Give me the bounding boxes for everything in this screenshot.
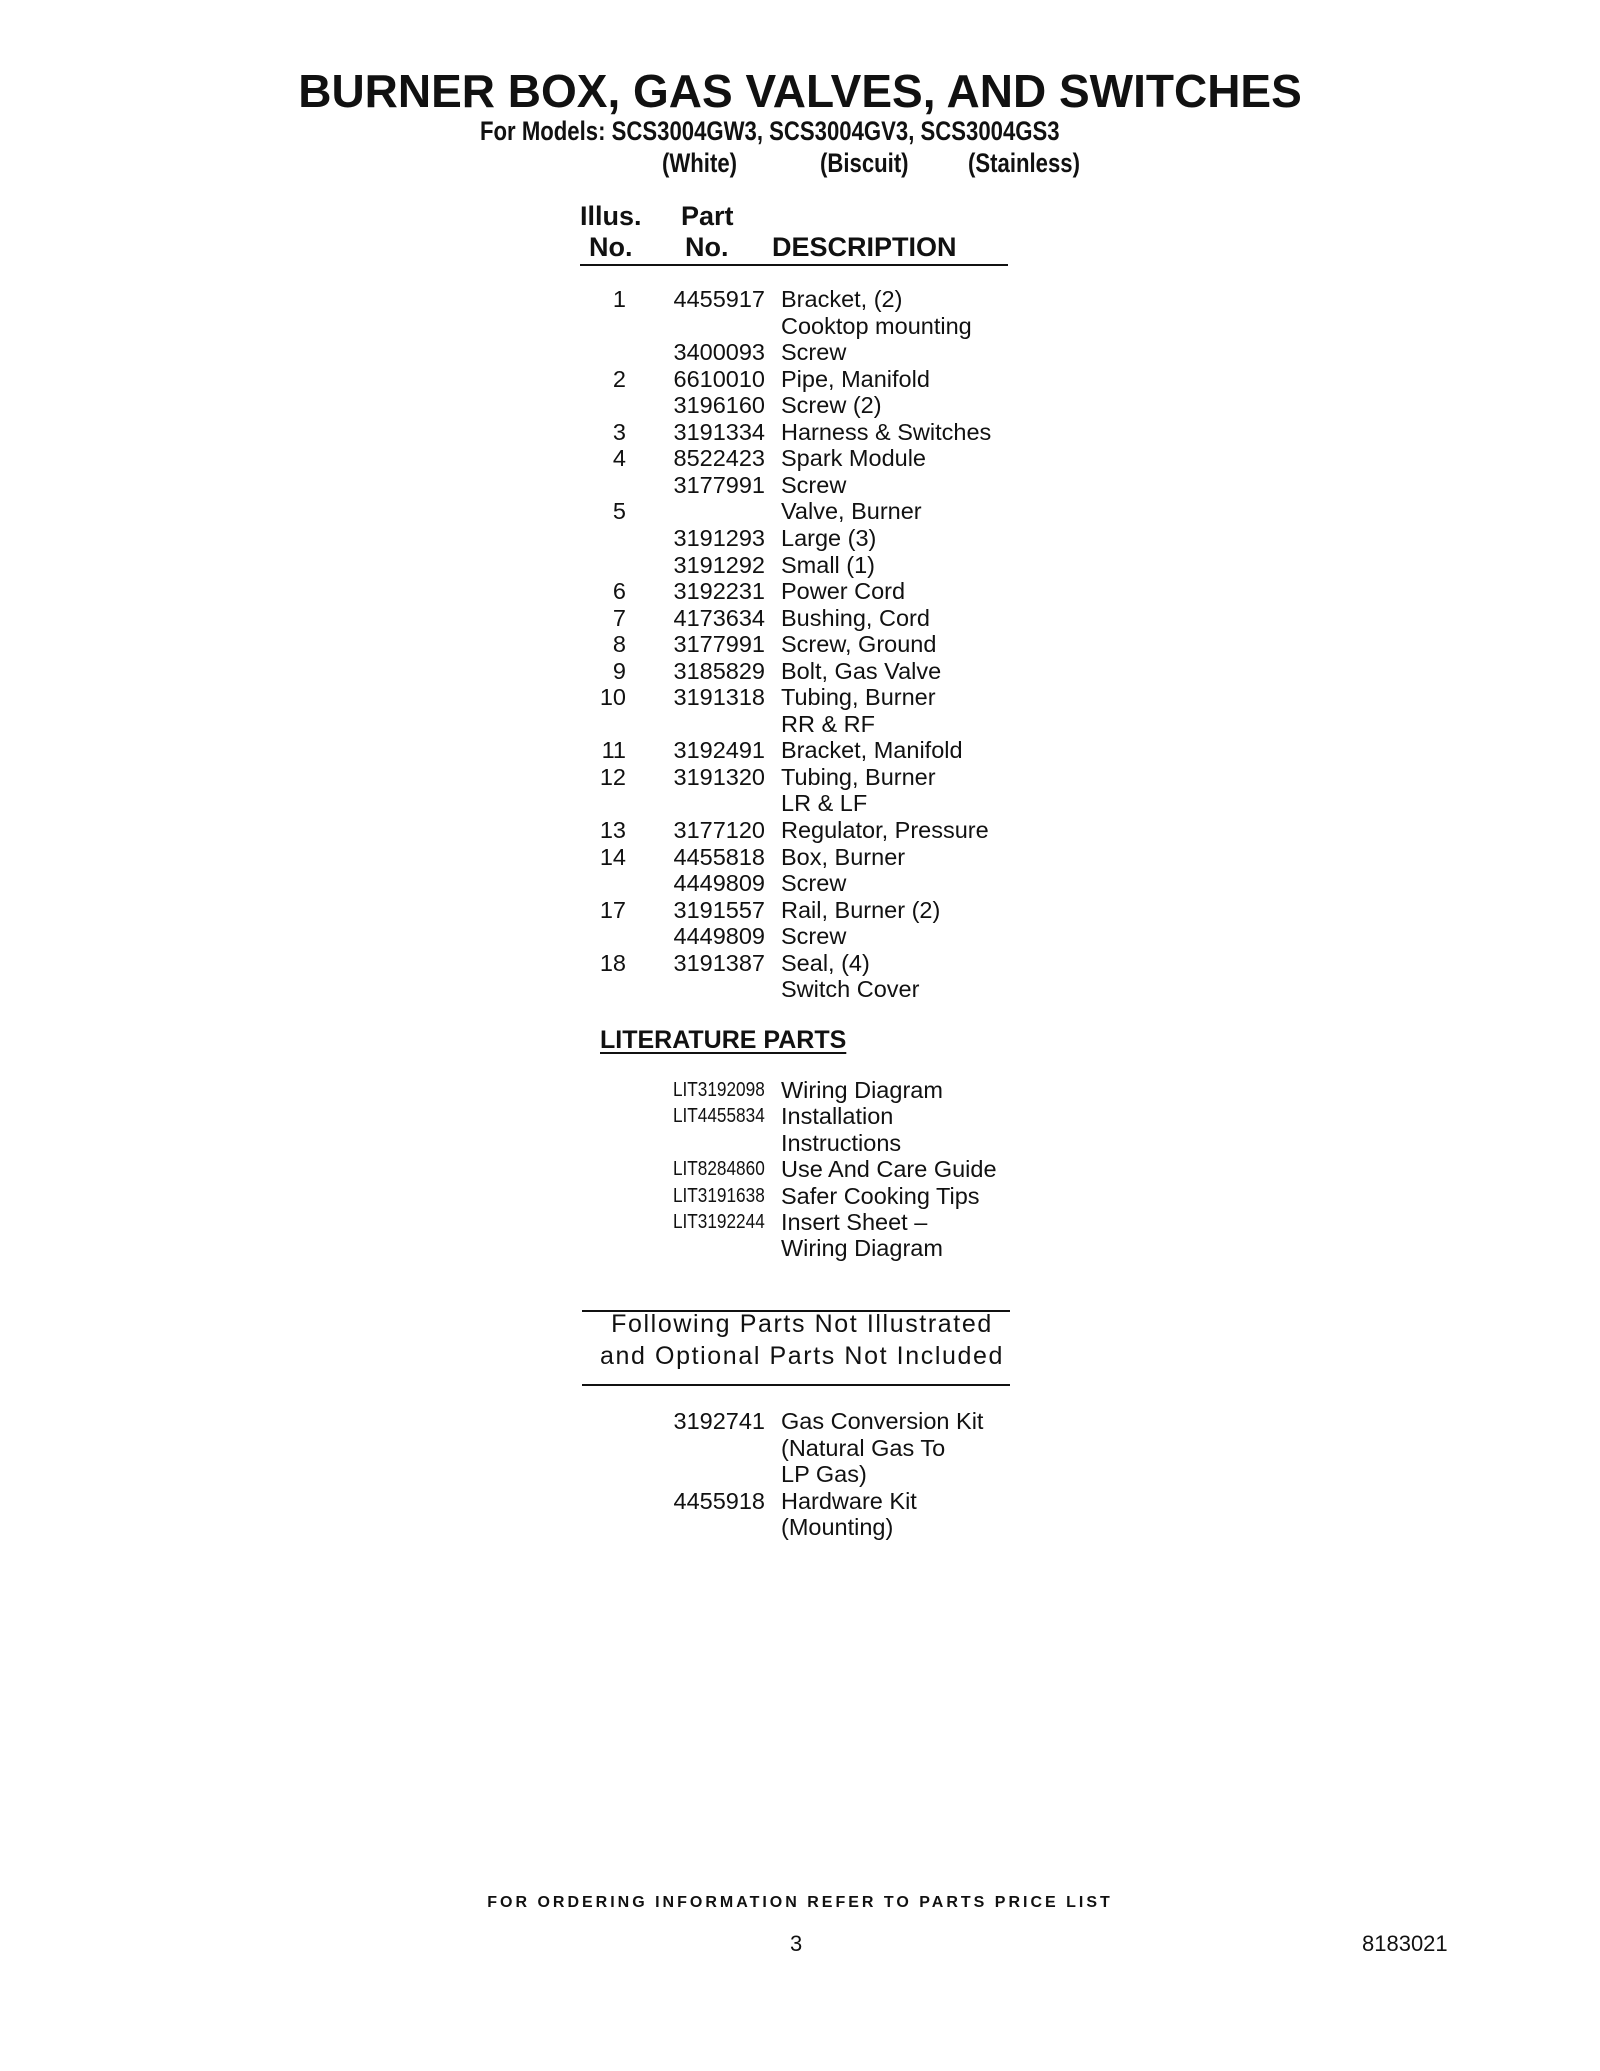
header-part-line1: Part — [681, 201, 734, 231]
literature-part-number: LIT4455834 — [673, 1105, 765, 1128]
part-illus-number: 8 — [612, 631, 626, 658]
part-description: Valve, Burner — [781, 498, 922, 525]
part-description: Small (1) — [781, 551, 876, 578]
not-illustrated-line2: and Optional Parts Not Included — [600, 1342, 1004, 1370]
part-illus-number: 6 — [612, 578, 626, 605]
part-illus-number: 13 — [599, 817, 626, 843]
part-row — [0, 605, 1600, 632]
part-row — [0, 419, 1600, 446]
part-part-number: 6610010 — [673, 365, 765, 392]
part-description: Screw, Ground — [781, 631, 937, 658]
part-part-number: 3191387 — [673, 949, 765, 976]
part-part-number: 3191293 — [673, 524, 765, 551]
header-rule — [580, 264, 1008, 266]
header-illus-line1: Illus. — [580, 201, 642, 231]
literature-part-number: LIT3191638 — [673, 1184, 765, 1207]
part-row — [0, 366, 1600, 393]
part-description: RR & RF — [781, 710, 875, 737]
literature-row — [0, 1183, 1600, 1210]
ordering-note: FOR ORDERING INFORMATION REFER TO PARTS PRICE LIST — [487, 1894, 1113, 1911]
part-description: Bushing, Cord — [781, 604, 930, 631]
literature-description: Wiring Diagram — [781, 1235, 943, 1262]
literature-row — [0, 1130, 1600, 1157]
literature-description: Wiring Diagram — [781, 1077, 943, 1103]
part-description: Screw (2) — [781, 392, 882, 419]
document-number: 8183021 — [1362, 1931, 1448, 1956]
part-illus-number: 5 — [612, 498, 626, 525]
part-description: Seal, (4) — [781, 949, 870, 976]
part-illus-number: 11 — [601, 737, 626, 764]
part-row — [0, 631, 1600, 658]
not-illustrated-row — [0, 1461, 1600, 1488]
literature-description: Instructions — [781, 1129, 902, 1156]
finish-stainless: (Stainless) — [968, 148, 1080, 178]
literature-row — [0, 1235, 1600, 1262]
part-description: Pipe, Manifold — [781, 365, 930, 392]
part-illus-number: 12 — [599, 763, 626, 790]
not-illustrated-description: (Mounting) — [781, 1514, 894, 1540]
part-description: Tubing, Burner — [781, 684, 936, 711]
not-illustrated-description: LP Gas) — [781, 1461, 867, 1487]
part-description: Bolt, Gas Valve — [781, 657, 942, 684]
part-illus-number: 17 — [599, 896, 626, 923]
part-part-number: 3400093 — [673, 339, 765, 366]
part-illus-number: 4 — [612, 445, 626, 472]
part-description: LR & LF — [781, 790, 868, 817]
part-row — [0, 445, 1600, 472]
part-row — [0, 976, 1600, 1003]
part-illus-number: 3 — [612, 418, 626, 445]
part-description: Box, Burner — [781, 843, 906, 870]
part-illus-number: 10 — [599, 684, 626, 711]
part-part-number: 3191318 — [673, 684, 765, 711]
part-description: Harness & Switches — [781, 418, 992, 445]
part-row — [0, 339, 1600, 366]
part-part-number: 3191334 — [673, 418, 765, 445]
part-part-number: 3196160 — [673, 392, 765, 419]
part-row — [0, 286, 1600, 313]
literature-row — [0, 1156, 1600, 1183]
part-part-number: 3192231 — [673, 578, 765, 605]
literature-description: Insert Sheet – — [781, 1209, 928, 1235]
literature-heading: LITERATURE PARTS — [600, 1026, 847, 1054]
finish-white: (White) — [662, 148, 738, 178]
part-part-number: 4455818 — [673, 843, 765, 870]
literature-part-number: LIT3192098 — [673, 1079, 765, 1101]
header-description: DESCRIPTION — [772, 232, 957, 262]
part-description: Screw — [781, 923, 847, 950]
literature-row — [0, 1103, 1600, 1130]
part-row — [0, 498, 1600, 525]
not-illustrated-part-number: 4455918 — [673, 1487, 765, 1514]
not-illustrated-description: Hardware Kit — [781, 1487, 917, 1514]
part-row — [0, 552, 1600, 579]
part-description: Switch Cover — [781, 976, 920, 1003]
part-part-number: 4449809 — [673, 923, 765, 950]
part-row — [0, 950, 1600, 977]
page-number: 3 — [790, 1931, 803, 1956]
part-row — [0, 578, 1600, 605]
finish-biscuit: (Biscuit) — [820, 148, 909, 178]
part-part-number: 3192491 — [673, 737, 765, 764]
part-description: Bracket, Manifold — [781, 737, 963, 764]
part-description: Screw — [781, 339, 847, 366]
part-part-number: 3191320 — [673, 763, 765, 790]
models-line: For Models: SCS3004GW3, SCS3004GV3, SCS3004GS3 — [480, 116, 1060, 146]
part-row — [0, 711, 1600, 738]
part-row — [0, 844, 1600, 871]
part-illus-number: 14 — [599, 843, 626, 870]
part-part-number: 4455917 — [673, 286, 765, 312]
not-illustrated-row — [0, 1408, 1600, 1435]
header-part-line2: No. — [685, 232, 729, 262]
part-row — [0, 472, 1600, 499]
part-description: Regulator, Pressure — [781, 817, 989, 843]
part-part-number: 3177991 — [673, 471, 765, 498]
not-illustrated-description: Gas Conversion Kit — [781, 1408, 984, 1434]
part-description: Power Cord — [781, 578, 906, 605]
part-part-number: 3191557 — [673, 896, 765, 923]
literature-part-number: LIT3192244 — [673, 1211, 765, 1233]
not-illustrated-rule-bottom — [582, 1384, 1010, 1386]
part-description: Screw — [781, 471, 847, 498]
part-description: Tubing, Burner — [781, 763, 936, 790]
part-description: Rail, Burner (2) — [781, 896, 941, 923]
literature-row — [0, 1077, 1600, 1104]
literature-description: Safer Cooking Tips — [781, 1182, 980, 1209]
part-row — [0, 764, 1600, 791]
part-row — [0, 737, 1600, 764]
part-part-number: 3177991 — [673, 631, 765, 658]
part-row — [0, 923, 1600, 950]
part-description: Cooktop mounting — [781, 312, 972, 339]
part-row — [0, 684, 1600, 711]
part-part-number: 4449809 — [673, 870, 765, 897]
literature-description: Installation — [781, 1103, 894, 1130]
part-row — [0, 658, 1600, 685]
header-illus-line2: No. — [589, 232, 633, 262]
part-part-number: 8522423 — [673, 445, 765, 472]
part-row — [0, 870, 1600, 897]
not-illustrated-description: (Natural Gas To — [781, 1434, 946, 1461]
part-row — [0, 817, 1600, 844]
part-illus-number: 1 — [612, 286, 626, 312]
part-description: Screw — [781, 870, 847, 897]
literature-description: Use And Care Guide — [781, 1156, 997, 1183]
not-illustrated-row — [0, 1488, 1600, 1515]
page-title: BURNER BOX, GAS VALVES, AND SWITCHES — [298, 65, 1302, 117]
part-illus-number: 7 — [612, 604, 626, 631]
part-row — [0, 897, 1600, 924]
literature-part-number: LIT8284860 — [673, 1158, 765, 1181]
not-illustrated-line1: Following Parts Not Illustrated — [611, 1310, 993, 1338]
part-illus-number: 9 — [612, 657, 626, 684]
part-part-number: 3177120 — [673, 817, 765, 843]
part-description: Bracket, (2) — [781, 286, 903, 312]
not-illustrated-row — [0, 1435, 1600, 1462]
not-illustrated-part-number: 3192741 — [673, 1408, 765, 1434]
part-description: Spark Module — [781, 445, 926, 472]
not-illustrated-row — [0, 1514, 1600, 1541]
part-description: Large (3) — [781, 524, 877, 551]
part-row — [0, 313, 1600, 340]
part-row — [0, 392, 1600, 419]
literature-row — [0, 1209, 1600, 1236]
part-part-number: 4173634 — [673, 604, 765, 631]
part-illus-number: 2 — [612, 365, 626, 392]
part-part-number: 3185829 — [673, 657, 765, 684]
part-illus-number: 18 — [599, 949, 626, 976]
part-row — [0, 525, 1600, 552]
part-row — [0, 790, 1600, 817]
part-part-number: 3191292 — [673, 551, 765, 578]
